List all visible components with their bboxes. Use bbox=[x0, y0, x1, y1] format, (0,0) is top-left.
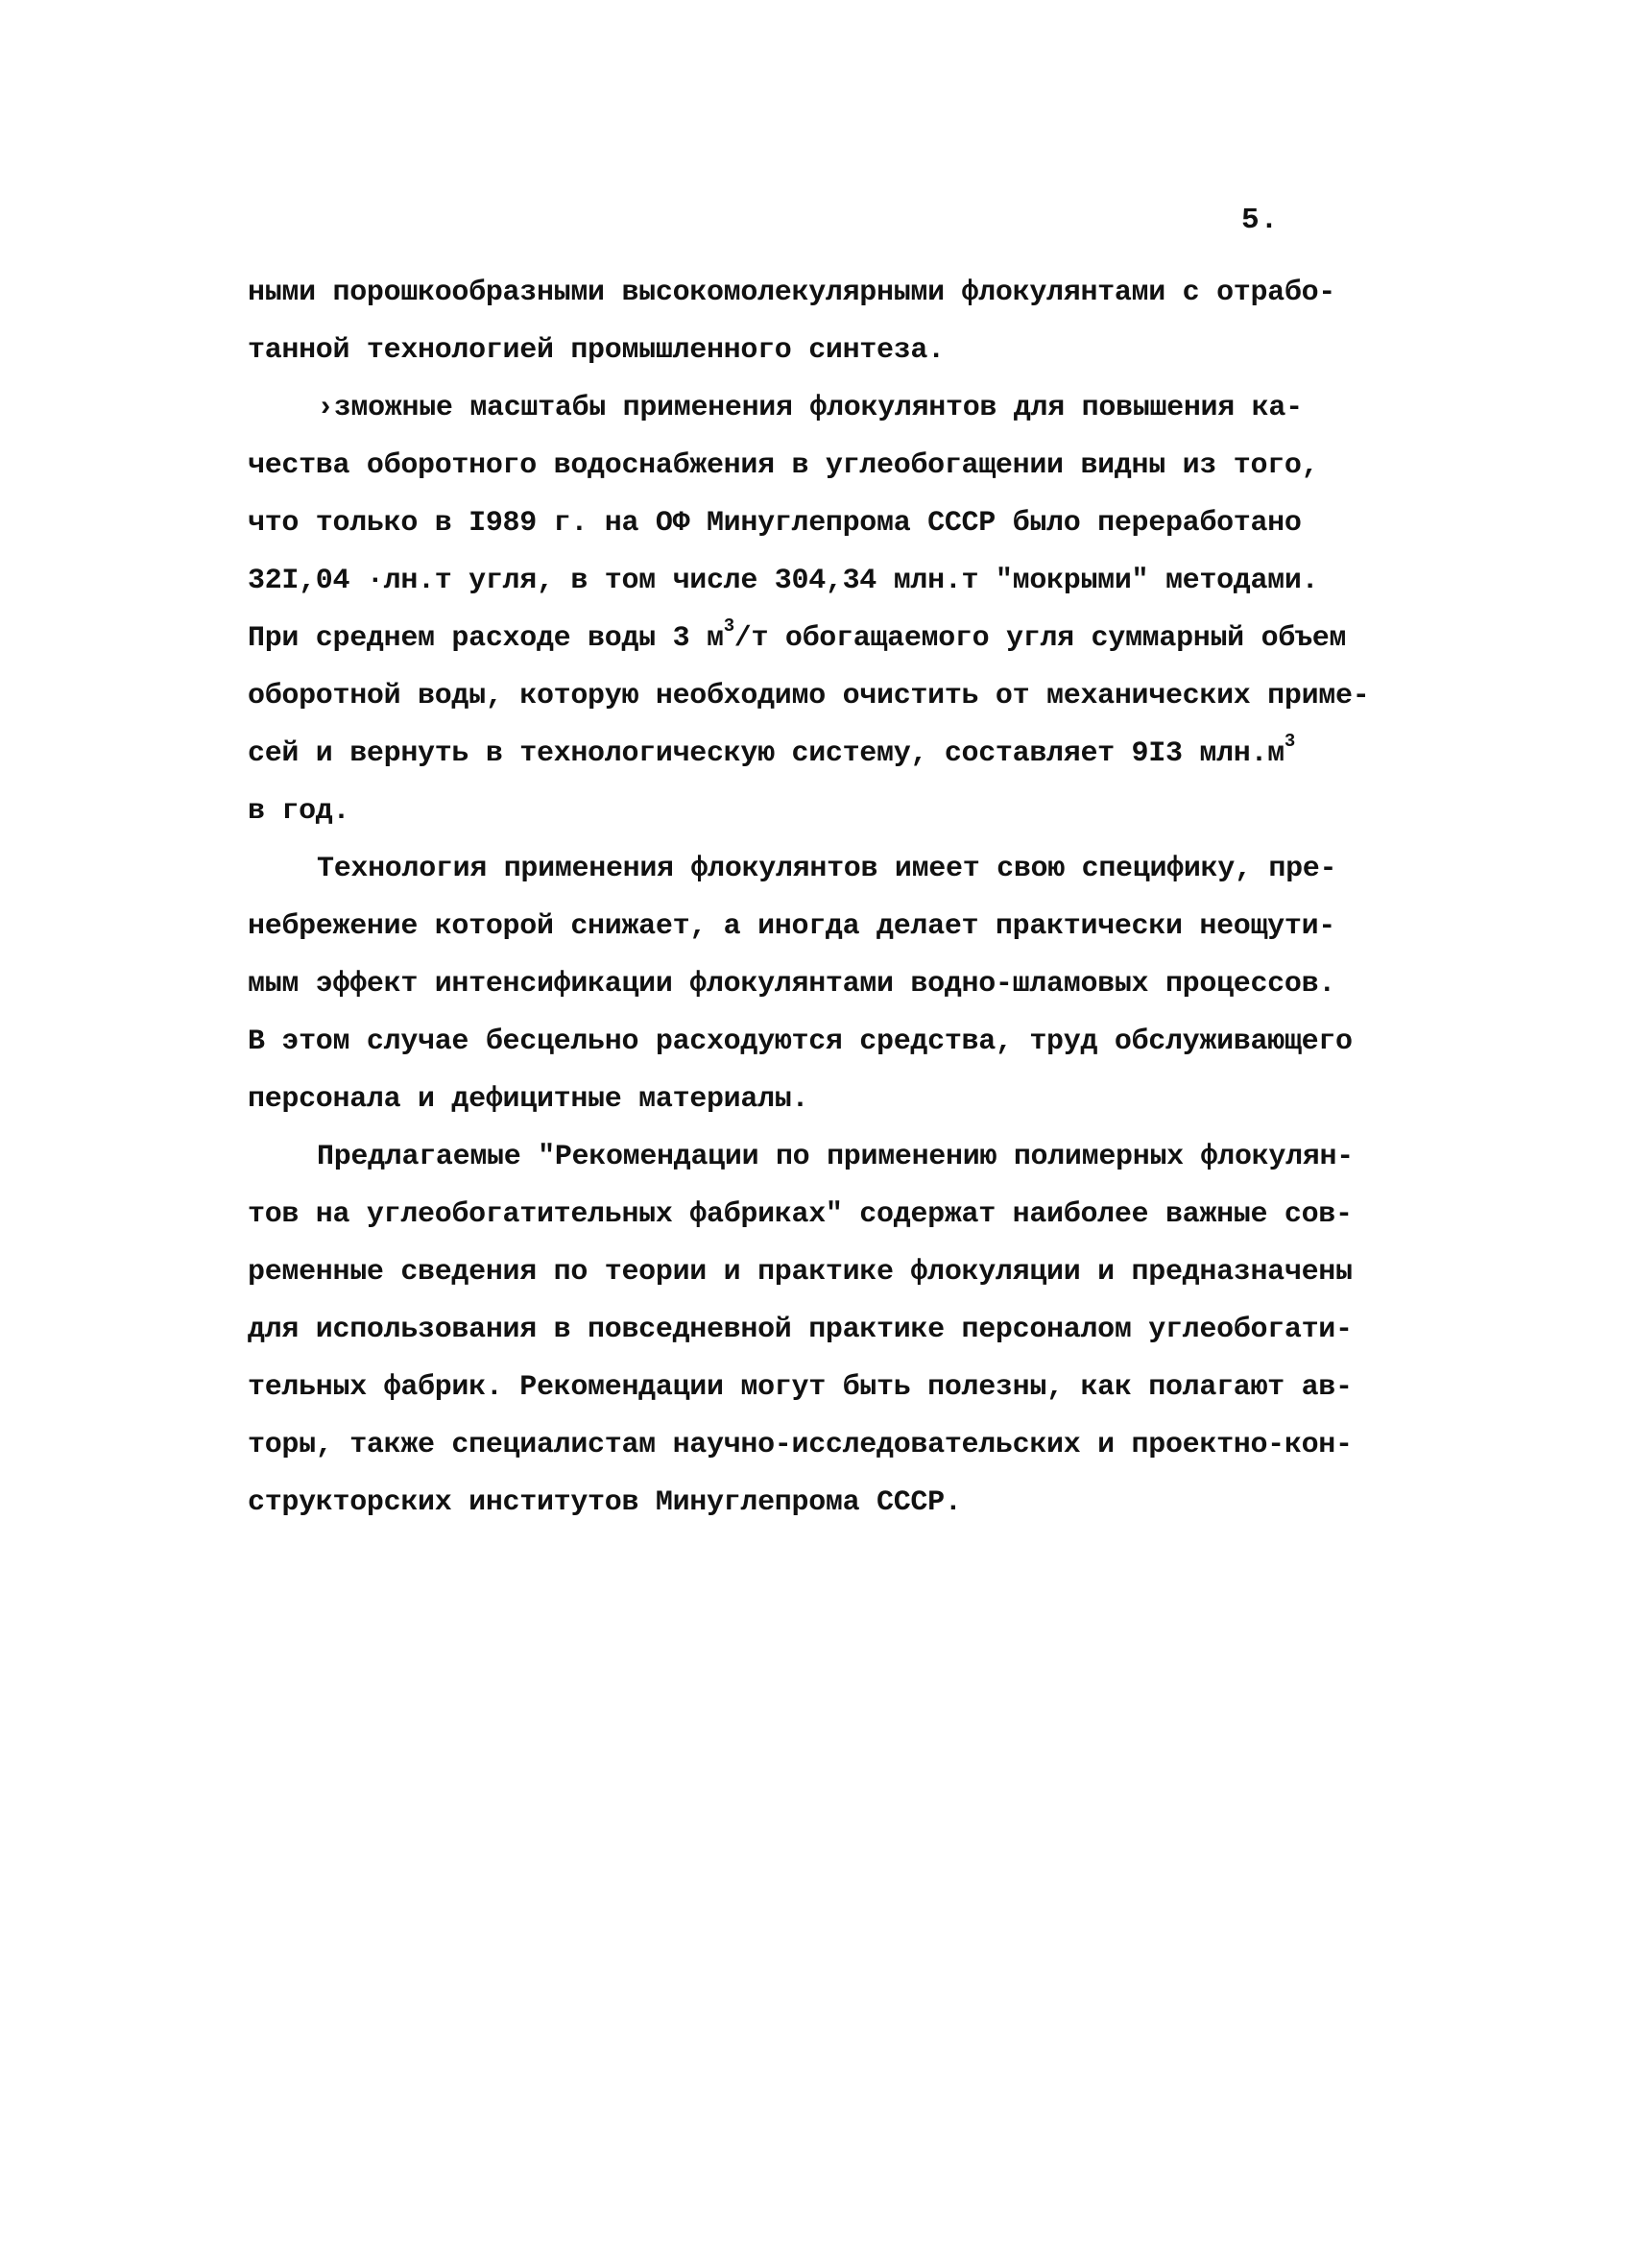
text-line: структорских институтов Минуглепрома СССР. bbox=[248, 1486, 962, 1519]
text-line: чества оборотного водоснабжения в углеобогащении видны из того, bbox=[248, 449, 1319, 482]
text-line: ›зможные масштабы применения флокулянтов для повышения ка- bbox=[317, 392, 1303, 424]
text-line: оборотной воды, которую необходимо очистить от механических приме- bbox=[248, 680, 1370, 712]
page-number: 5. bbox=[1241, 204, 1280, 237]
text-line: Предлагаемые "Рекомендации по применению полимерных флокулян- bbox=[317, 1141, 1354, 1173]
text-line: в год. bbox=[248, 795, 350, 828]
text-line: Технология применения флокулянтов имеет свою специфику, пре- bbox=[317, 853, 1337, 885]
text-fragment: сей и вернуть в технологическую систему, составляет 9I3 млн.м bbox=[248, 737, 1285, 770]
text-line: небрежение которой снижает, а иногда делает практически неощути- bbox=[248, 910, 1335, 943]
text-fragment: При среднем расходе воды 3 м bbox=[248, 622, 724, 655]
text-line: ными порошкообразными высокомолекулярными флокулянтами с отрабо- bbox=[248, 277, 1335, 309]
text-line: торы, также специалистам научно-исследовательских и проектно-кон- bbox=[248, 1429, 1353, 1461]
superscript: 3 bbox=[723, 615, 734, 637]
text-line: танной технологией промышленного синтеза. bbox=[248, 334, 945, 367]
text-line: для использования в повседневной практике персоналом углеобогати- bbox=[248, 1314, 1353, 1346]
text-line: персонала и дефицитные материалы. bbox=[248, 1083, 809, 1116]
text-line: 32I,04 ·лн.т угля, в том числе 304,34 млн.т "мокрыми" методами. bbox=[248, 565, 1319, 597]
text-line: тельных фабрик. Рекомендации могут быть полезны, как полагают ав- bbox=[248, 1371, 1353, 1404]
text-line bbox=[248, 731, 1295, 773]
text-line bbox=[248, 615, 1347, 658]
text-fragment: /т обогащаемого угля суммарный объем bbox=[733, 622, 1347, 655]
text-line: В этом случае бесцельно расходуются средства, труд обслуживающего bbox=[248, 1025, 1353, 1058]
superscript: 3 bbox=[1284, 731, 1295, 752]
text-line: мым эффект интенсификации флокулянтами водно-шламовых процессов. bbox=[248, 968, 1335, 1001]
text-line: что только в I989 г. на ОФ Минуглепрома СССР было переработано bbox=[248, 507, 1302, 540]
text-line: тов на углеобогатительных фабриках" содержат наиболее важные сов- bbox=[248, 1198, 1353, 1231]
text-line: ременные сведения по теории и практике флокуляции и предназначены bbox=[248, 1256, 1353, 1289]
